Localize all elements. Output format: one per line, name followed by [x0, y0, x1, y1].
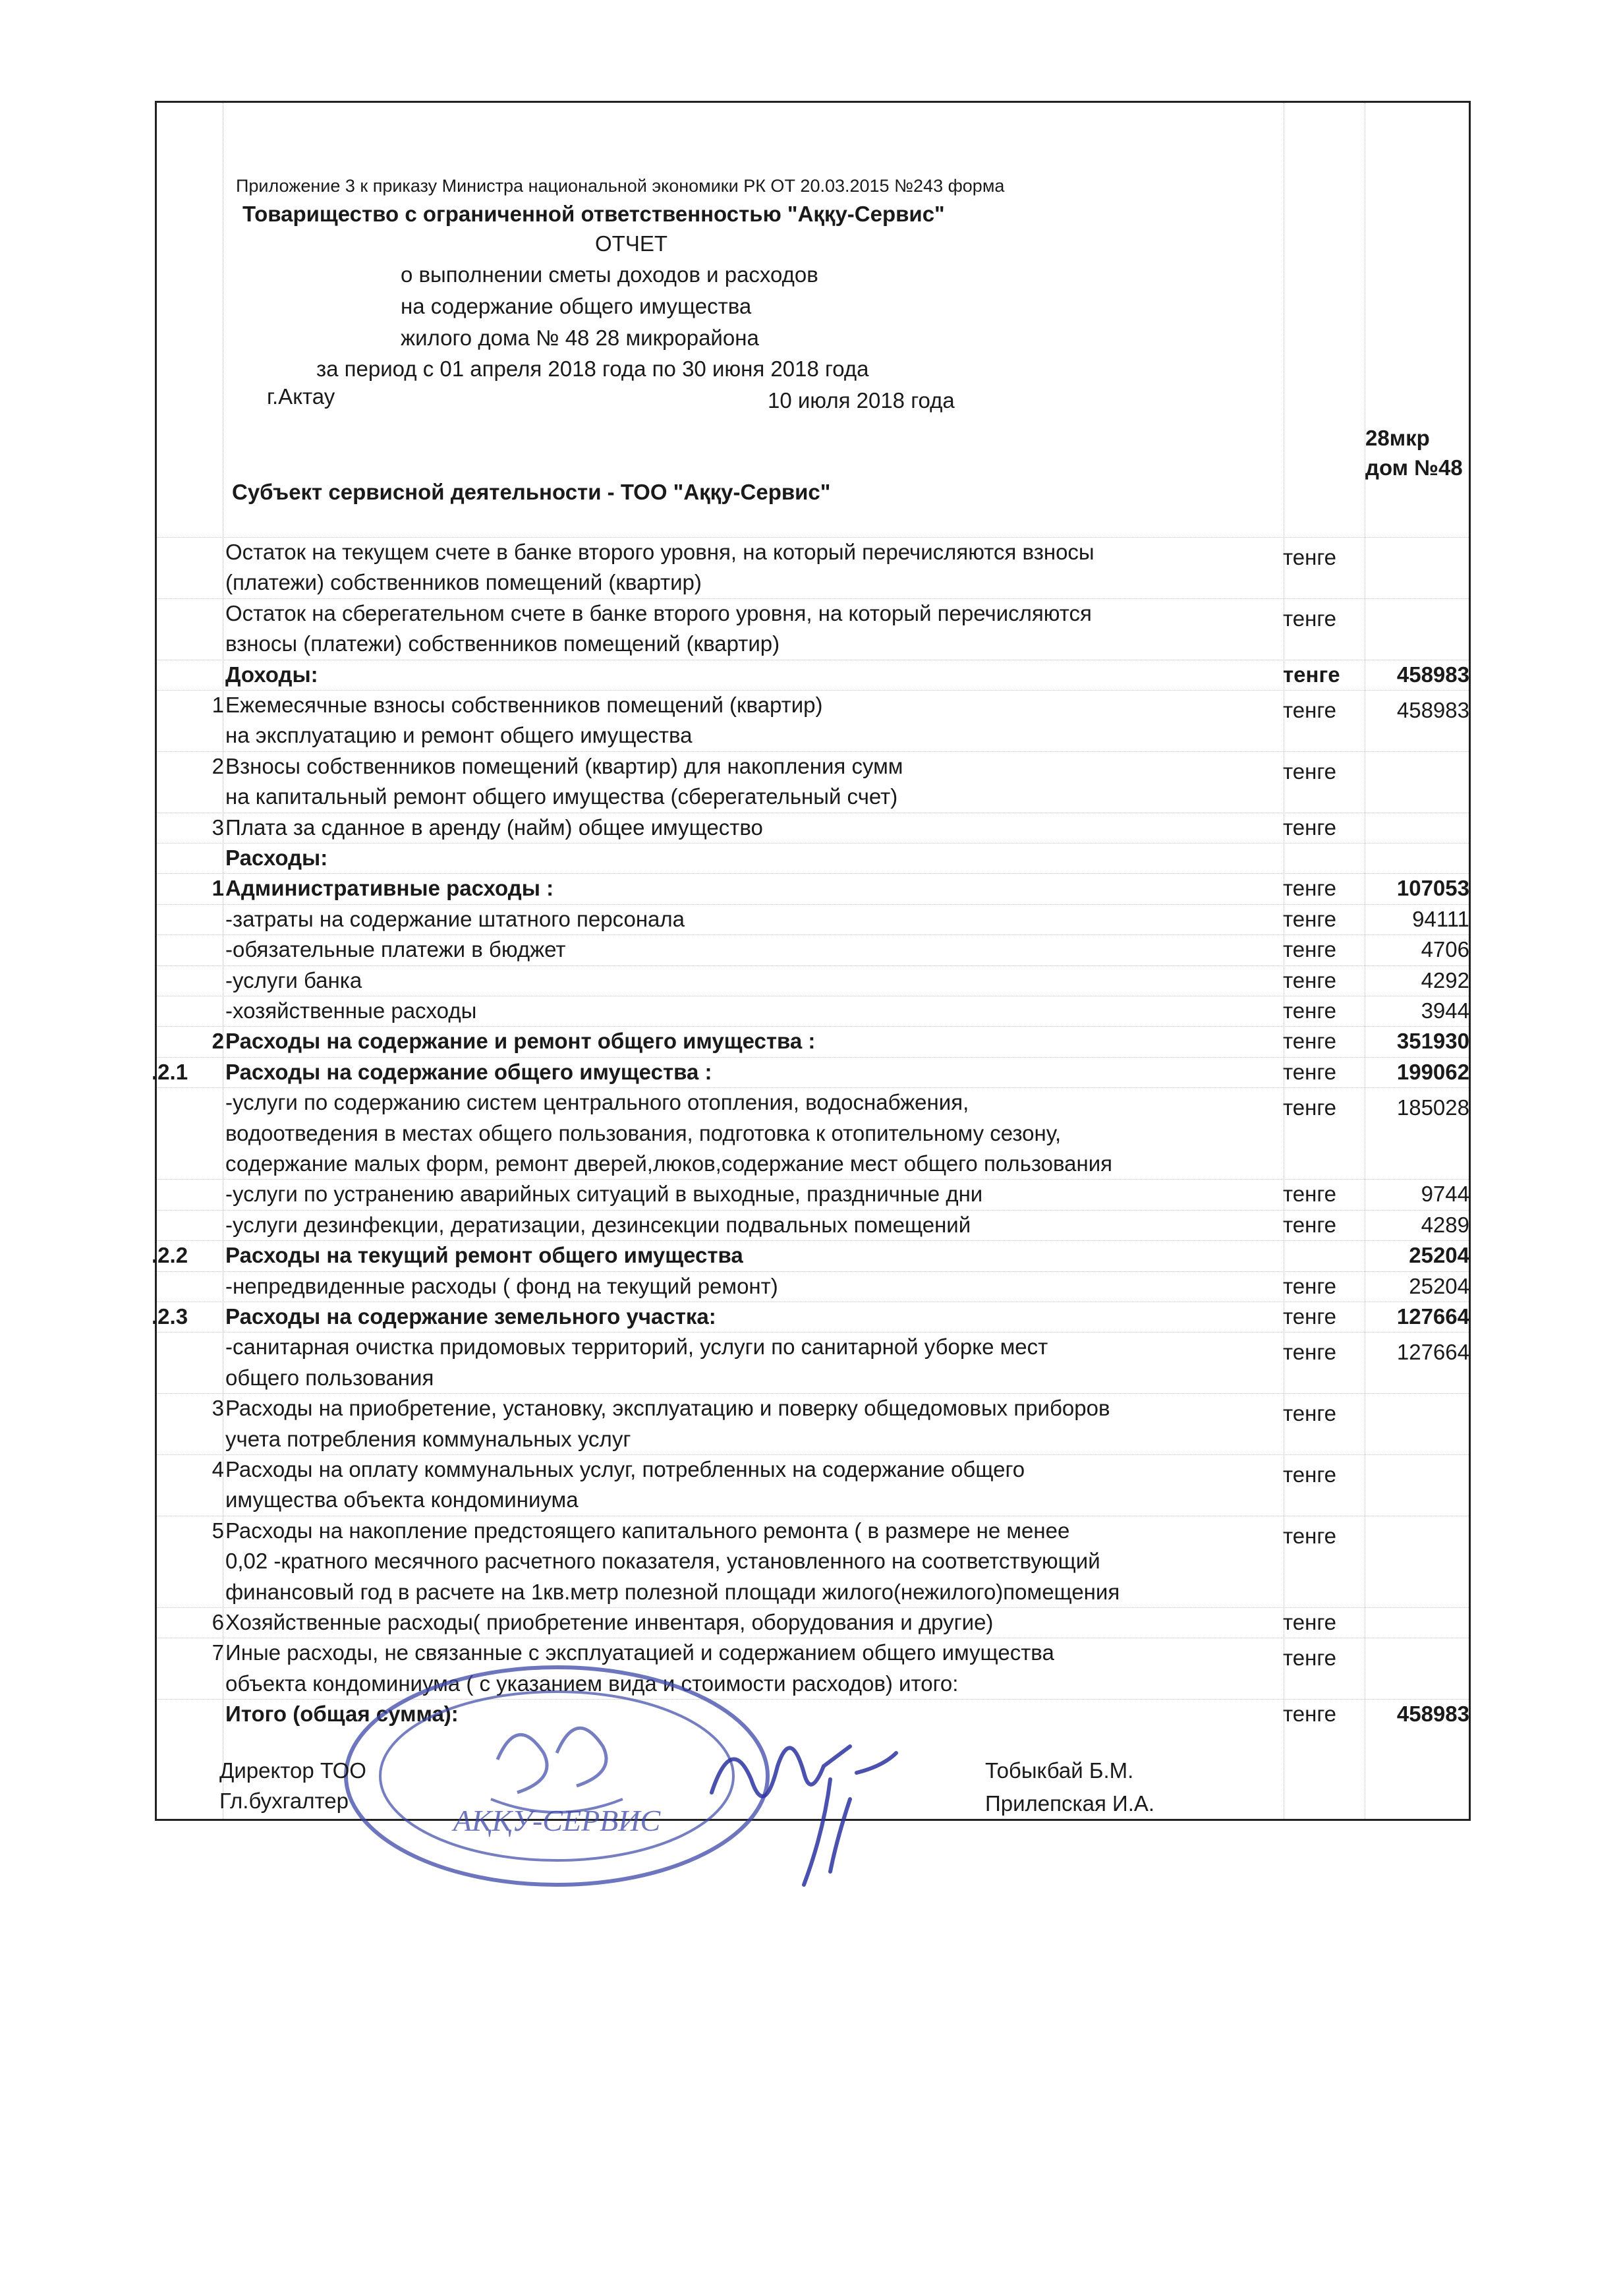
row-text: -обязательные платежи в бюджет	[225, 937, 566, 962]
row-divider	[157, 1454, 1469, 1455]
row-number: 4	[212, 1457, 224, 1481]
row-text: Хозяйственные расходы( приобретение инвентаря, оборудования и другие)	[225, 1610, 994, 1634]
report-city: г.Актау	[267, 384, 335, 409]
row-divider	[157, 1271, 1469, 1272]
row-unit: тенге	[1283, 1059, 1336, 1084]
row-number: .2.1	[152, 1059, 188, 1084]
row-text: Расходы на текущий ремонт общего имущества	[225, 1243, 743, 1268]
row-unit: тенге	[1283, 1401, 1336, 1426]
row-unit: тенге	[1283, 1273, 1336, 1298]
row-value: 458983	[1396, 698, 1469, 722]
row-divider	[157, 1026, 1469, 1027]
row-text: содержание малых форм, ремонт дверей,люков,содержание мест общего пользования	[225, 1151, 1113, 1176]
signature-scribble	[685, 1700, 936, 1898]
row-number: 7	[212, 1640, 224, 1665]
row-text: Остаток на текущем счете в банке второго уровня, на который перечисляются взносы	[225, 540, 1094, 564]
row-text: имущества объекта кондоминиума	[225, 1487, 579, 1512]
row-unit: тенге	[1283, 1095, 1336, 1120]
row-text: (платежи) собственников помещений (квартир)	[225, 570, 702, 595]
row-divider	[157, 965, 1469, 966]
row-value: 4292	[1421, 967, 1469, 992]
row-value: 4706	[1421, 937, 1469, 962]
row-number: 5	[212, 1518, 224, 1543]
report-title: ОТЧЕТ	[595, 231, 667, 256]
row-text: Расходы на оплату коммунальных услуг, потребленных на содержание общего	[225, 1457, 1025, 1481]
row-text: Ежемесячные взносы собственников помещений (квартир)	[225, 693, 823, 717]
row-number: 1	[212, 876, 224, 901]
row-unit: тенге	[1283, 967, 1336, 992]
row-unit: тенге	[1283, 545, 1336, 569]
row-text: взносы (платежи) собственников помещений (квартир)	[225, 631, 780, 656]
row-divider	[157, 1057, 1469, 1058]
row-value: 458983	[1396, 1702, 1469, 1727]
row-value: 185028	[1396, 1095, 1469, 1120]
row-divider	[157, 1087, 1469, 1088]
row-text: на капитальный ремонт общего имущества (сберегательный счет)	[225, 784, 898, 809]
row-unit: тенге	[1283, 759, 1336, 784]
row-text: Итого (общая сумма):	[225, 1702, 459, 1727]
row-divider	[157, 751, 1469, 752]
row-text: Плата за сданное в аренду (найм) общее имущество	[225, 815, 763, 840]
row-divider	[157, 1332, 1469, 1333]
row-text: -санитарная очистка придомовых территорий, услуги по санитарной уборке мест	[225, 1335, 1048, 1360]
row-number: 2	[212, 753, 224, 778]
row-number: .2.3	[152, 1304, 188, 1329]
row-text: Расходы на содержание общего имущества :	[225, 1059, 712, 1084]
row-text: 0,02 -кратного месячного расчетного показателя, установленного на соответствующий	[225, 1549, 1100, 1574]
row-unit: тенге	[1283, 1212, 1336, 1237]
row-unit: тенге	[1283, 906, 1336, 931]
row-text: -хозяйственные расходы	[225, 998, 477, 1023]
row-divider	[157, 1210, 1469, 1211]
accountant-title: Гл.бухгалтер	[219, 1789, 349, 1813]
row-divider	[157, 1607, 1469, 1608]
row-divider	[157, 690, 1469, 691]
row-text: Расходы на приобретение, установку, эксплуатацию и поверку общедомовых приборов	[225, 1396, 1110, 1421]
row-text: водоотведения в местах общего пользования, подготовка к отопительному сезону,	[225, 1120, 1062, 1145]
row-unit: тенге	[1283, 1182, 1336, 1207]
accountant-name: Прилепская И.А.	[985, 1791, 1155, 1816]
row-value: 458983	[1396, 662, 1469, 687]
row-value: 94111	[1412, 906, 1469, 931]
row-text: -услуги банка	[225, 967, 362, 992]
row-unit: тенге	[1283, 1304, 1336, 1329]
row-divider	[157, 537, 1469, 538]
row-unit: тенге	[1283, 1029, 1336, 1054]
row-text: Административные расходы :	[225, 876, 554, 901]
report-subtitle: жилого дома № 48 28 микрорайона	[401, 326, 759, 350]
row-value: 3944	[1421, 998, 1469, 1023]
row-text: объекта кондоминиума ( с указанием вида и стоимости расходов) итого:	[225, 1671, 959, 1696]
director-title: Директор ТОО	[219, 1758, 366, 1783]
row-divider	[157, 873, 1469, 874]
row-value: 4289	[1421, 1212, 1469, 1237]
row-divider	[157, 1393, 1469, 1394]
row-value: 127664	[1396, 1304, 1469, 1329]
row-value: 25204	[1409, 1273, 1469, 1298]
row-unit: тенге	[1283, 815, 1336, 840]
row-text: -затраты на содержание штатного персонала	[225, 906, 685, 931]
row-text: -услуги дезинфекции, дератизации, дезинсекции подвальных помещений	[225, 1212, 971, 1237]
row-unit: тенге	[1283, 1610, 1336, 1634]
row-value: 351930	[1396, 1029, 1469, 1054]
row-divider	[157, 598, 1469, 599]
row-text: на эксплуатацию и ремонт общего имущества	[225, 723, 693, 748]
row-unit: тенге	[1283, 1340, 1336, 1365]
row-value: 25204	[1409, 1243, 1469, 1268]
row-number: 6	[212, 1610, 224, 1634]
director-name: Тобыкбай Б.М.	[985, 1758, 1134, 1783]
row-number: 1	[212, 693, 224, 717]
row-unit: тенге	[1283, 606, 1336, 631]
row-unit: тенге	[1283, 1702, 1336, 1727]
row-unit: тенге	[1283, 1646, 1336, 1671]
row-text: Иные расходы, не связанные с эксплуатацией и содержанием общего имущества	[225, 1640, 1054, 1665]
row-text: Расходы на накопление предстоящего капитального ремонта ( в размере не менее	[225, 1518, 1070, 1543]
row-value: 107053	[1396, 876, 1469, 901]
row-unit: тенге	[1283, 937, 1336, 962]
report-date: 10 июля 2018 года	[768, 388, 955, 413]
row-divider	[157, 1179, 1469, 1180]
row-value: 127664	[1396, 1340, 1469, 1365]
row-text: Расходы на содержание земельного участка:	[225, 1304, 716, 1329]
report-subtitle: о выполнении сметы доходов и расходов	[401, 262, 818, 287]
row-unit: тенге	[1283, 1462, 1336, 1487]
row-number: 2	[212, 1029, 224, 1054]
row-divider	[157, 904, 1469, 905]
row-number: 3	[212, 1396, 224, 1421]
column-header-mkr: 28мкр	[1365, 426, 1430, 450]
row-value: 9744	[1421, 1182, 1469, 1207]
row-text: общего пользования	[225, 1365, 434, 1390]
row-text: -услуги по содержанию систем центрального отопления, водоснабжения,	[225, 1090, 969, 1115]
row-unit: тенге	[1283, 998, 1336, 1023]
row-number: 3	[212, 815, 224, 840]
row-value: 199062	[1396, 1059, 1469, 1084]
row-number: .2.2	[152, 1243, 188, 1268]
row-text: Расходы на содержание и ремонт общего имущества :	[225, 1029, 816, 1054]
row-text: Расходы:	[225, 846, 328, 870]
row-unit: тенге	[1283, 876, 1336, 901]
row-text: финансовый год в расчете на 1кв.метр полезной площади жилого(нежилого)помещения	[225, 1579, 1120, 1604]
report-subtitle: на содержание общего имущества	[401, 294, 752, 318]
row-unit: тенге	[1283, 698, 1336, 722]
row-unit: тенге	[1283, 662, 1340, 687]
row-divider	[157, 934, 1469, 935]
row-text: -услуги по устранению аварийных ситуаций в выходные, праздничные дни	[225, 1182, 983, 1207]
svg-text:АҚҚУ-СЕРВИС: АҚҚУ-СЕРВИС	[453, 1804, 661, 1837]
row-unit: тенге	[1283, 1523, 1336, 1548]
row-divider	[157, 843, 1469, 844]
row-text: Взносы собственников помещений (квартир) для накопления сумм	[225, 753, 903, 778]
row-text: -непредвиденные расходы ( фонд на текущий ремонт)	[225, 1273, 778, 1298]
row-text: Доходы:	[225, 662, 318, 687]
report-period: за период с 01 апреля 2018 года по 30 июня 2018 года	[316, 357, 869, 381]
column-header-house: дом №48	[1365, 455, 1463, 480]
row-text: Остаток на сберегательном счете в банке второго уровня, на который перечисляются	[225, 600, 1092, 625]
appendix-note: Приложение 3 к приказу Министра национальной экономики РК ОТ 20.03.2015 №243 форма	[236, 176, 1005, 196]
row-divider	[157, 1240, 1469, 1241]
company-name: Товарищество с ограниченной ответственностью "Аққу-Сервис"	[242, 202, 945, 226]
service-subject: Субъект сервисной деятельности - ТОО "Аққу-Сервис"	[232, 480, 831, 504]
row-text: учета потребления коммунальных услуг	[225, 1426, 631, 1451]
